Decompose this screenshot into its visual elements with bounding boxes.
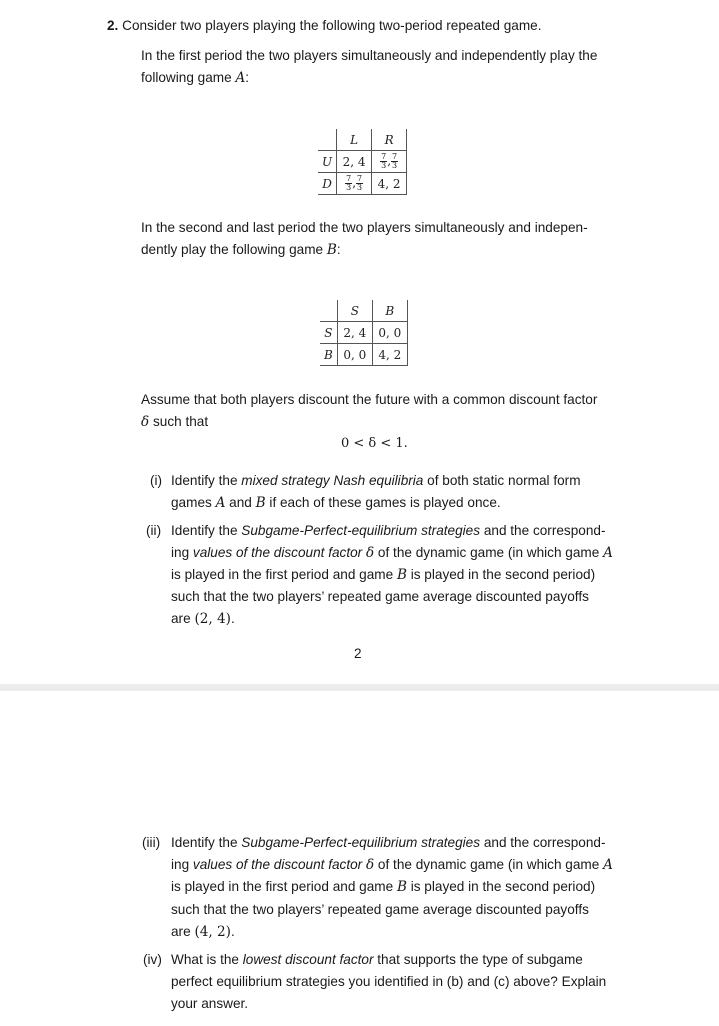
part-iv-label: (iv) (143, 952, 162, 967)
game-b-col-b: B (372, 300, 407, 322)
page-separator (0, 684, 719, 691)
game-b-b-s: 0, 0 (337, 344, 372, 366)
part-ii-line-4: such that the two players’ repeated game average discounted payoffs (171, 589, 589, 604)
paragraph-one-line-2 (141, 67, 249, 89)
game-b-row-s: S (320, 322, 337, 344)
corner-cell (320, 300, 337, 322)
p2-text: dently play the following game (141, 242, 324, 257)
part-ii-line-1: Identify the Subgame-Perfect-equilibrium strategies and the correspond- (171, 523, 606, 538)
game-a-matrix (318, 129, 407, 195)
part-iv-line-3: your answer. (171, 996, 249, 1011)
part-i-label: (i) (150, 473, 163, 488)
game-b-symbol: B (326, 242, 337, 258)
paragraph-two-line-1: In the second and last period the two players simultaneously and indepen- (141, 220, 588, 235)
p1-colon: : (245, 70, 250, 85)
game-a-u-r: $\frac{7}{3}$ , $\frac{7}{3}$ (372, 151, 407, 173)
part-iii-line-4: such that the two players’ repeated game average discounted payoffs (171, 902, 589, 917)
game-a-row-d: D (318, 173, 337, 195)
game-a-row-u: U (318, 151, 337, 173)
part-ii-line-5: are (2, 4). (171, 611, 235, 627)
part-iv-line-2: perfect equilibrium strategies you identified in (b) and (c) above? Explain (171, 974, 607, 989)
paragraph-three-line-2 (141, 411, 208, 433)
game-b-b-b: 4, 2 (372, 344, 407, 366)
part-ii-label: (ii) (146, 523, 162, 538)
question-intro-text: Consider two players playing the following two-period repeated game. (122, 18, 542, 33)
game-a-d-l: $\frac{7}{3}$ , $\frac{7}{3}$ (337, 173, 372, 195)
question-number: 2. (107, 18, 119, 33)
question-intro (107, 15, 542, 37)
discount-condition: 0 < δ < 1. (341, 436, 408, 451)
p2-colon: : (336, 242, 341, 257)
game-b-s-b: 0, 0 (372, 322, 407, 344)
delta-symbol: δ (141, 414, 150, 430)
paragraph-two-line-2 (141, 239, 341, 261)
part-iii-line-5: are (4, 2). (171, 924, 235, 940)
game-a-u-l: 2, 4 (337, 151, 372, 173)
game-a-d-r: 4, 2 (372, 173, 407, 195)
corner-cell (318, 129, 337, 151)
game-b-col-s: S (337, 300, 372, 322)
p3-text: such that (149, 414, 209, 429)
part-iv-line-1: What is the lowest discount factor that supports the type of subgame (171, 952, 583, 967)
part-ii-line-3: is played in the first period and game B is played in the second period) (171, 567, 596, 583)
p1-text: following game (141, 70, 232, 85)
part-i-line-1: Identify the mixed strategy Nash equilibria of both static normal form (171, 473, 581, 488)
game-a-col-l: L (337, 129, 372, 151)
game-b-s-s: 2, 4 (337, 322, 372, 344)
paragraph-three-line-1: Assume that both players discount the future with a common discount factor (141, 392, 598, 407)
game-a-symbol: A (235, 70, 246, 86)
part-i-line-2: games A and B if each of these games is played once. (171, 495, 501, 511)
page-number: 2 (354, 646, 362, 661)
paragraph-one-line-1: In the first period the two players simultaneously and independently play the (141, 48, 598, 63)
game-b-row-b: B (320, 344, 337, 366)
part-iii-line-2: ing values of the discount factor δ of the dynamic game (in which game A (171, 857, 613, 873)
game-a-col-r: R (372, 129, 407, 151)
game-b-matrix (320, 300, 408, 366)
part-iii-line-3: is played in the first period and game B is played in the second period) (171, 879, 596, 895)
part-iii-label: (iii) (142, 835, 161, 850)
part-iii-line-1: Identify the Subgame-Perfect-equilibrium strategies and the correspond- (171, 835, 606, 850)
part-ii-line-2: ing values of the discount factor δ of the dynamic game (in which game A (171, 545, 613, 561)
